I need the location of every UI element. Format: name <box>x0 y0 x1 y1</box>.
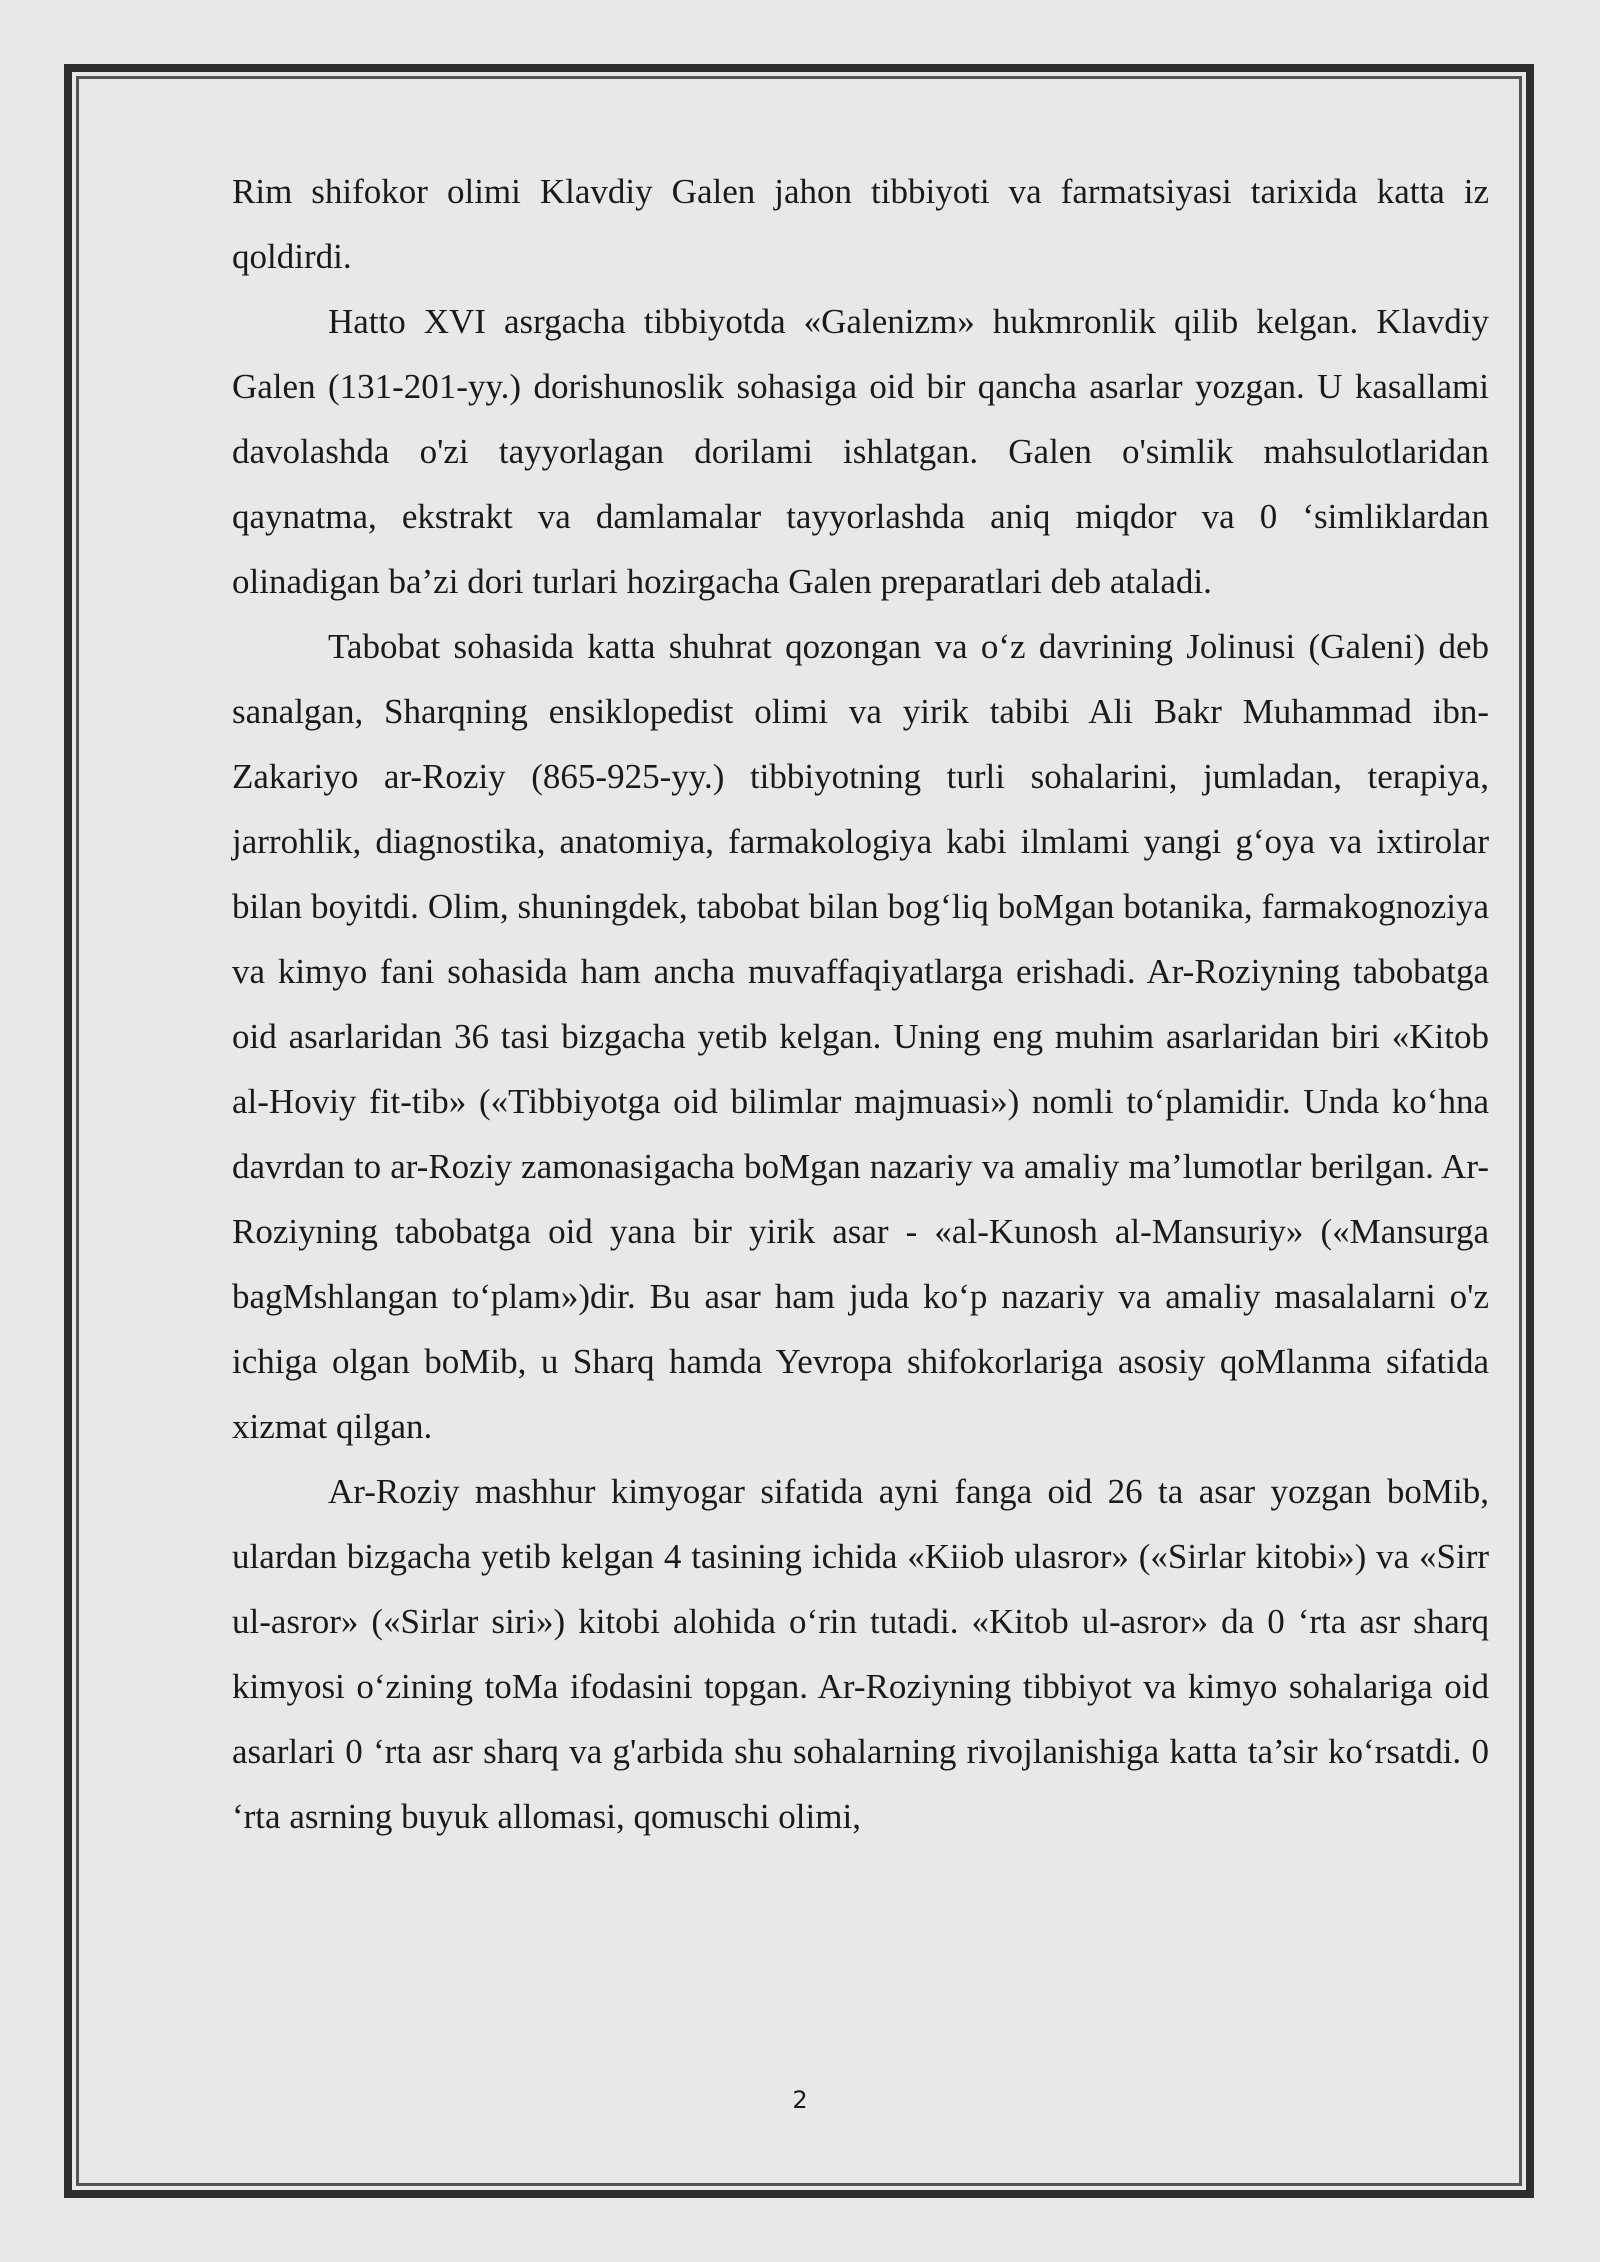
paragraph-1: Rim shifokor olimi Klavdiy Galen jahon tibbiyoti va farmatsiyasi tarixida katta iz qoldirdi. <box>232 172 1489 276</box>
paragraph-4: Ar-Roziy mashhur kimyogar sifatida ayni fanga oid 26 ta asar yozgan boMib, ulardan bizgacha yetib kelgan 4 tasining ichida «Kiiob ulasror» («Sirlar kitobi») va «Sirr ul-asror» («Sirlar siri») kitobi alohida o‘rin tutadi. «Kitob ul-asror» da 0 ‘rta asr sharq kimyosi o‘zining toMa ifodasini topgan. Ar-Roziyning tibbiyot va kimyo sohalariga oid asarlari 0 ‘rta asr sharq va g'arbida shu sohalarning rivojlanishiga katta ta’sir ko‘rsatdi. 0 ‘rta asrning buyuk allomasi, qomuschi olimi, <box>232 1472 1489 1836</box>
page-frame <box>64 64 1534 2198</box>
body-text <box>232 159 1489 1849</box>
page <box>76 76 1522 2186</box>
paragraph-2: Hatto XVI asrgacha tibbiyotda «Galenizm» hukmronlik qilib kelgan. Klavdiy Galen (131-201-yy.) dorishunoslik sohasiga oid bir qancha asarlar yozgan. U kasallami davolashda o'zi tayyorlagan dorilami ishlatgan. Galen o'simlik mahsulotlaridan qaynatma, ekstrakt va damlamalar tayyorlashda aniq miqdor va 0 ‘simliklardan olinadigan ba’zi dori turlari hozirgacha Galen preparatlari deb ataladi. <box>232 302 1489 601</box>
page-number: 2 <box>792 2086 808 2114</box>
paragraph-3: Tabobat sohasida katta shuhrat qozongan va o‘z davrining Jolinusi (Galeni) deb sanalgan, Sharqning ensiklopedist olimi va yirik tabibi Ali Bakr Muhammad ibn-Zakariyo ar-Roziy (865-925-yy.) tibbiyotning turli sohalarini, jumladan, terapiya, jarrohlik, diagnostika, anatomiya, farmakologiya kabi ilmlami yangi g‘oya va ixtirolar bilan boyitdi. Olim, shuningdek, tabobat bilan bog‘liq boMgan botanika, farmakognoziya va kimyo fani sohasida ham ancha muvaffaqiyatlarga erishadi. Ar-Roziyning tabobatga oid asarlaridan 36 tasi bizgacha yetib kelgan. Uning eng muhim asarlaridan biri «Kitob al-Hoviy fit-tib» («Tibbiyotga oid bilimlar majmuasi») nomli to‘plamidir. Unda ko‘hna davrdan to ar-Roziy zamonasigacha boMgan nazariy va amaliy ma’lumotlar berilgan. Ar-Roziyning tabobatga oid yana bir yirik asar - «al-Kunosh al-Mansuriy» («Mansurga bagMshlangan to‘plam»)dir. Bu asar ham juda ko‘p nazariy va amaliy masalalarni o'z ichiga olgan boMib, u Sharq hamda Yevropa shifokorlariga asosiy qoMlanma sifatida xizmat qilgan. <box>232 627 1489 1446</box>
